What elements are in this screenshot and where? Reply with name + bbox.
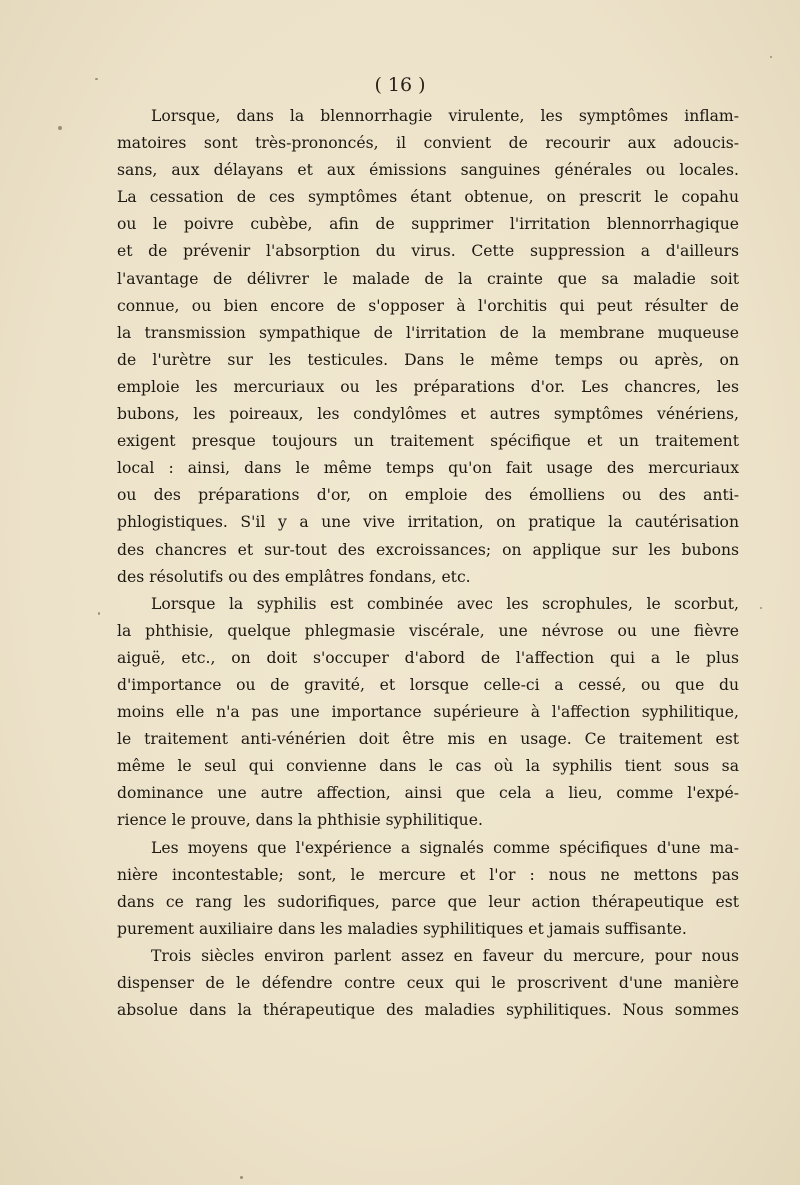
text-line: emploie les mercuriaux ou les préparations d'or. Les chancres, les bbox=[117, 377, 739, 396]
text-line: local : ainsi, dans le même temps qu'on fait usage des mercuriaux bbox=[117, 459, 739, 478]
text-line: Les moyens que l'expérience a signalés comme spécifiques d'une ma- bbox=[151, 838, 739, 857]
paper-speck bbox=[240, 1176, 243, 1179]
text-line: moins elle n'a pas une importance supérieure à l'affection syphilitique, bbox=[117, 703, 739, 722]
text-line: exigent presque toujours un traitement spécifique et un traitement bbox=[117, 432, 739, 451]
text-line: purement auxiliaire dans les maladies syphilitiques et jamais suffisante. bbox=[117, 919, 687, 938]
paragraph-moyens-specifiques bbox=[117, 835, 739, 943]
paragraph-syphilis-combinee bbox=[117, 591, 739, 835]
text-line: matoires sont très-prononcés, il convient de recourir aux adoucis- bbox=[117, 134, 739, 153]
text-line: sans, aux délayans et aux émissions sanguines générales ou locales. bbox=[117, 161, 739, 180]
paragraph-blennorrhagie bbox=[117, 103, 739, 591]
text-line: l'avantage de délivrer le malade de la crainte que sa maladie soit bbox=[117, 269, 739, 288]
text-line: et de prévenir l'absorption du virus. Cette suppression a d'ailleurs bbox=[117, 242, 739, 261]
text-line: la transmission sympathique de l'irritation de la membrane muqueuse bbox=[117, 323, 739, 342]
text-line: même le seul qui convienne dans le cas où la syphilis tient sous sa bbox=[117, 757, 739, 776]
text-line: Lorsque, dans la blennorrhagie virulente, les symptômes inflam- bbox=[151, 107, 739, 125]
text-line: ou le poivre cubèbe, afin de supprimer l'irritation blennorrhagique bbox=[117, 215, 739, 234]
text-line: dans ce rang les sudorifiques, parce que leur action thérapeutique est bbox=[117, 892, 739, 911]
text-line: de l'urètre sur les testicules. Dans le même temps ou après, on bbox=[117, 350, 739, 369]
text-line: d'importance ou de gravité, et lorsque celle-ci a cessé, ou que du bbox=[117, 675, 739, 694]
text-line: la phthisie, quelque phlegmasie viscérale, une névrose ou une fièvre bbox=[117, 621, 739, 640]
text-line: ou des préparations d'or, on emploie des émolliens ou des anti- bbox=[117, 486, 739, 505]
paper-speck bbox=[98, 612, 100, 615]
text-line: le traitement anti-vénérien doit être mis en usage. Ce traitement est bbox=[117, 730, 739, 749]
paper-speck bbox=[58, 126, 62, 130]
paper-speck bbox=[760, 607, 762, 609]
body-text bbox=[117, 103, 739, 1024]
text-line: phlogistiques. S'il y a une vive irritation, on pratique la cautérisation bbox=[117, 513, 739, 532]
text-line: absolue dans la thérapeutique des maladies syphilitiques. Nous sommes bbox=[117, 1001, 739, 1020]
paragraph-trois-siecles bbox=[117, 943, 739, 1024]
text-line: bubons, les poireaux, les condylômes et autres symptômes vénériens, bbox=[117, 405, 739, 424]
text-line: Lorsque la syphilis est combinée avec les scrophules, le scorbut, bbox=[151, 594, 739, 613]
text-line: des résolutifs ou des emplâtres fondans, etc. bbox=[117, 567, 471, 586]
paper-speck bbox=[95, 78, 98, 80]
text-line: La cessation de ces symptômes étant obtenue, on prescrit le copahu bbox=[117, 188, 739, 207]
text-line: Trois siècles environ parlent assez en faveur du mercure, pour nous bbox=[151, 946, 739, 965]
text-line: dispenser de le défendre contre ceux qui le proscrivent d'une manière bbox=[117, 974, 739, 992]
text-line: aiguë, etc., on doit s'occuper d'abord de l'affection qui a le plus bbox=[117, 648, 739, 667]
text-line: rience le prouve, dans la phthisie syphilitique. bbox=[117, 811, 483, 830]
text-line: connue, ou bien encore de s'opposer à l'orchitis qui peut résulter de bbox=[117, 296, 739, 315]
page-number: ( 16 ) bbox=[374, 74, 426, 96]
text-line: des chancres et sur-tout des excroissances; on applique sur les bubons bbox=[117, 540, 739, 559]
text-line: dominance une autre affection, ainsi que cela a lieu, comme l'expé- bbox=[117, 784, 739, 803]
text-line: nière incontestable; sont, le mercure et l'or : nous ne mettons pas bbox=[117, 865, 739, 884]
paper-speck bbox=[770, 56, 772, 58]
